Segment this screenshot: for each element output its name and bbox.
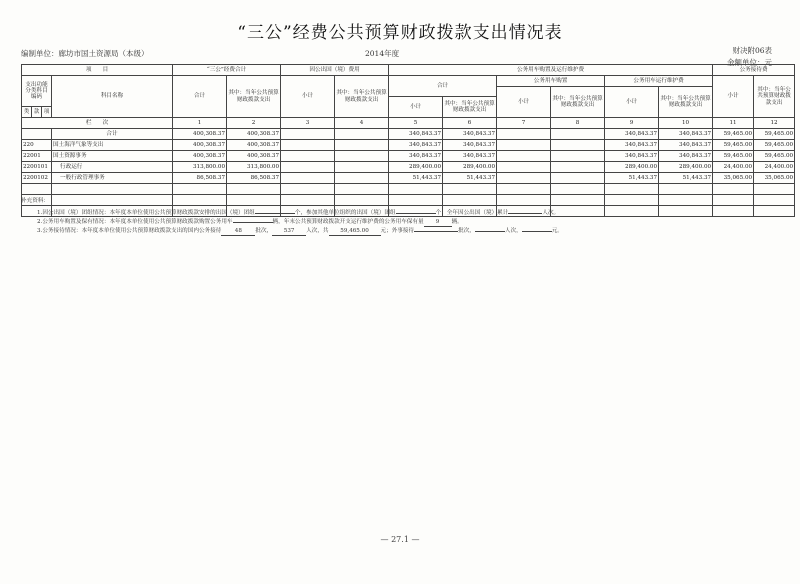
row-value: 340,843.37 xyxy=(389,129,443,140)
row-code: 22001 xyxy=(22,151,52,162)
row-value xyxy=(659,184,713,195)
kuan-header: 款 xyxy=(32,107,42,118)
col-subtotal-5: 小计 xyxy=(389,97,443,118)
line-no: 4 xyxy=(335,118,389,129)
row-value xyxy=(605,195,659,206)
row-value xyxy=(754,184,795,195)
row-value: 313,800.00 xyxy=(227,162,281,173)
reception-header: 公务接待费 xyxy=(713,65,795,76)
col-ofwhich-9: 其中：当年公共预算财政拨款支出 xyxy=(659,87,713,118)
row-value: 340,843.37 xyxy=(605,140,659,151)
row-code: 2200102 xyxy=(22,173,52,184)
class-header: 类 xyxy=(22,107,32,118)
table-row xyxy=(22,173,795,184)
row-value: 289,400.00 xyxy=(659,162,713,173)
row-name xyxy=(52,195,173,206)
row-code: 2200101 xyxy=(22,162,52,173)
func-code-header: 支出功能分类科目编码 xyxy=(22,76,52,107)
row-value: 400,308.37 xyxy=(227,129,281,140)
col-subtotal-11: 小计 xyxy=(713,76,754,118)
row-value: 289,400.00 xyxy=(389,162,443,173)
col-subtotal-9: 小计 xyxy=(605,87,659,118)
row-name: 一般行政管理事务 xyxy=(52,173,173,184)
row-value xyxy=(335,151,389,162)
line-no: 12 xyxy=(754,118,795,129)
row-value: 340,843.37 xyxy=(443,140,497,151)
row-value xyxy=(281,140,335,151)
row-value: 340,843.37 xyxy=(659,129,713,140)
row-value: 51,443.37 xyxy=(389,173,443,184)
row-value xyxy=(497,184,551,195)
row-value xyxy=(335,184,389,195)
row-value: 51,443.37 xyxy=(443,173,497,184)
row-value: 400,308.37 xyxy=(227,151,281,162)
row-value: 86,508.37 xyxy=(173,173,227,184)
row-value xyxy=(281,184,335,195)
row-value: 59,465.00 xyxy=(754,151,795,162)
row-value xyxy=(227,195,281,206)
table-row xyxy=(22,162,795,173)
row-value xyxy=(443,184,497,195)
row-value: 35,065.00 xyxy=(713,173,754,184)
row-value xyxy=(551,184,605,195)
table-row xyxy=(22,140,795,151)
row-value xyxy=(754,195,795,206)
row-value xyxy=(389,195,443,206)
row-value: 51,443.37 xyxy=(605,173,659,184)
line-no: 9 xyxy=(605,118,659,129)
line-no: 8 xyxy=(551,118,605,129)
row-name: 国土海洋气象等支出 xyxy=(52,140,173,151)
col-subtotal-7: 小计 xyxy=(497,87,551,118)
col-subtotal-3: 小计 xyxy=(281,76,335,118)
row-value xyxy=(173,195,227,206)
row-value xyxy=(335,129,389,140)
row-value xyxy=(281,162,335,173)
row-value: 400,308.37 xyxy=(227,140,281,151)
form-code: 财决附06表 xyxy=(732,46,772,55)
line-no: 5 xyxy=(389,118,443,129)
vehicle-run-header: 公务用车运行维护费 xyxy=(605,76,713,87)
col-ofwhich-3: 其中：当年公共预算财政拨款支出 xyxy=(335,76,389,118)
amount-unit: 金额单位：元 xyxy=(727,58,772,67)
note-abroad: 1.因公出国（境）团组情况：本年度本单位使用公共预算财政拨款安排的出国（境）团组 个，参加其他单位组织的出国（境）团组 个；全年因公出国（境）累计 人次。 xyxy=(37,210,560,216)
row-value: 400,308.37 xyxy=(173,151,227,162)
row-value xyxy=(227,184,281,195)
row-value xyxy=(281,129,335,140)
xiang-header: 项 xyxy=(42,107,52,118)
subject-name-header: 科目名称 xyxy=(52,76,173,118)
row-value xyxy=(551,129,605,140)
row-value: 400,308.37 xyxy=(173,129,227,140)
row-value: 313,800.00 xyxy=(173,162,227,173)
report-year: 2014年度 xyxy=(365,49,400,58)
col-ofwhich-5: 其中：当年公共预算财政拨款支出 xyxy=(443,97,497,118)
row-value xyxy=(551,195,605,206)
line-no: 1 xyxy=(173,118,227,129)
row-value xyxy=(497,129,551,140)
row-value: 289,400.00 xyxy=(443,162,497,173)
vehicle-total-label: 合计 xyxy=(389,76,497,97)
row-value: 340,843.37 xyxy=(443,151,497,162)
page-title: “三公”经费公共预算财政拨款支出情况表 xyxy=(237,23,563,43)
row-value: 59,465.00 xyxy=(713,140,754,151)
row-value: 59,465.00 xyxy=(754,129,795,140)
row-value xyxy=(754,206,795,217)
abroad-header: 因公出国（境）费用 xyxy=(281,65,389,76)
note-reception: 3.公务接待情况：本年度本单位使用公共预算财政拨款支出的国内公务接待 48 批次， 537 人次，共 59,465.00 元；外事接待 批次， 人次， 元。 xyxy=(37,228,563,234)
row-value xyxy=(551,162,605,173)
row-name: 合计 xyxy=(52,129,173,140)
row-value: 24,400.00 xyxy=(713,162,754,173)
row-code: 220 xyxy=(22,140,52,151)
row-name: 行政运行 xyxy=(52,162,173,173)
col-ofwhich-11: 其中：当年公共预算财政拨款支出 xyxy=(754,76,795,118)
table-row xyxy=(22,184,795,195)
row-value xyxy=(173,184,227,195)
row-value: 59,465.00 xyxy=(713,151,754,162)
row-value: 51,443.37 xyxy=(659,173,713,184)
row-value: 86,508.37 xyxy=(227,173,281,184)
row-value xyxy=(335,162,389,173)
row-value xyxy=(551,151,605,162)
line-no: 3 xyxy=(281,118,335,129)
row-value: 340,843.37 xyxy=(605,151,659,162)
line-no: 10 xyxy=(659,118,713,129)
line-no: 11 xyxy=(713,118,754,129)
table-row xyxy=(22,195,795,206)
page-number: — 27.1 — xyxy=(380,535,420,544)
row-value xyxy=(497,173,551,184)
col-ofwhich-7: 其中：当年公共预算财政拨款支出 xyxy=(551,87,605,118)
line-no: 7 xyxy=(497,118,551,129)
row-value xyxy=(335,173,389,184)
row-value xyxy=(605,184,659,195)
row-value: 340,843.37 xyxy=(605,129,659,140)
row-value xyxy=(659,206,713,217)
vehicle-header: 公务用车购置及运行维护费 xyxy=(389,65,713,76)
row-value: 340,843.37 xyxy=(659,140,713,151)
row-value xyxy=(497,140,551,151)
row-value xyxy=(551,173,605,184)
row-value xyxy=(281,151,335,162)
line-no: 6 xyxy=(443,118,497,129)
row-value: 289,400.00 xyxy=(605,162,659,173)
row-code xyxy=(22,129,52,140)
row-value xyxy=(389,184,443,195)
row-value: 59,465.00 xyxy=(754,140,795,151)
row-value xyxy=(281,195,335,206)
row-value xyxy=(281,173,335,184)
row-value xyxy=(551,140,605,151)
row-value: 400,308.37 xyxy=(173,140,227,151)
row-value: 24,400.00 xyxy=(754,162,795,173)
row-value xyxy=(497,151,551,162)
row-value: 340,843.37 xyxy=(443,129,497,140)
vehicle-buy-header: 公务用车购置 xyxy=(497,76,605,87)
row-value: 340,843.37 xyxy=(389,151,443,162)
row-value xyxy=(497,162,551,173)
row-value xyxy=(497,195,551,206)
row-value xyxy=(443,195,497,206)
row-value: 340,843.37 xyxy=(389,140,443,151)
row-name: 国土资源事务 xyxy=(52,151,173,162)
row-code xyxy=(22,184,52,195)
item-header: 项 目 xyxy=(22,65,173,76)
table-row xyxy=(22,151,795,162)
col-ofwhich-1: 其中：当年公共预算财政拨款支出 xyxy=(227,76,281,118)
row-value: 340,843.37 xyxy=(659,151,713,162)
row-value xyxy=(335,195,389,206)
expense-table xyxy=(21,64,795,217)
col-total-1: 合计 xyxy=(173,76,227,118)
note-vehicle: 2.公务用车购置及保有情况：本年度本单位使用公共预算财政拨款购置公务用车 辆，年末公共预算财政拨款开支运行维护费的公务用车保有量 9 辆。 xyxy=(37,219,463,225)
row-value xyxy=(713,206,754,217)
table-row xyxy=(22,129,795,140)
row-value xyxy=(659,195,713,206)
row-name xyxy=(52,184,173,195)
row-value xyxy=(335,140,389,151)
row-value xyxy=(713,195,754,206)
row-value xyxy=(605,206,659,217)
notes-heading: 补充资料： xyxy=(21,198,49,204)
sangong-total-header: “三公”经费合计 xyxy=(173,65,281,76)
row-value: 35,065.00 xyxy=(754,173,795,184)
row-value xyxy=(713,184,754,195)
line-no-label: 栏 次 xyxy=(22,118,173,129)
line-no: 2 xyxy=(227,118,281,129)
unit-name: 编制单位：廊坊市国土资源局（本级） xyxy=(21,49,149,58)
row-value: 59,465.00 xyxy=(713,129,754,140)
